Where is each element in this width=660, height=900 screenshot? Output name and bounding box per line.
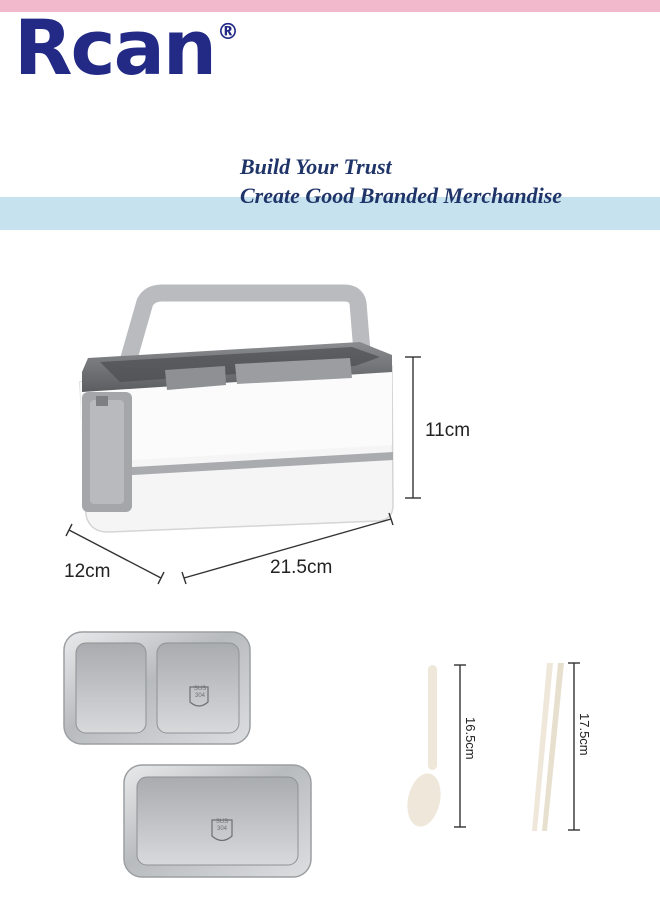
- slogan-line-2: Create Good Branded Merchandise: [240, 183, 563, 208]
- tray-stamp-line2: 304: [194, 693, 205, 699]
- width-label: 21.5cm: [270, 557, 333, 578]
- lunch-box: [80, 293, 393, 532]
- tray-stamp-2-line2: 304: [216, 826, 227, 832]
- chopsticks-length-label: 17.5cm: [577, 713, 592, 756]
- chopsticks: [532, 663, 564, 831]
- spoon: [403, 665, 446, 830]
- registered-mark: ®: [216, 20, 237, 45]
- brand-name: Rcan: [14, 3, 215, 92]
- depth-label: 12cm: [64, 561, 111, 582]
- tray-stamp-line1: SUS: [193, 686, 207, 692]
- spoon-length-label: 16.5cm: [463, 717, 478, 760]
- tray-stamp-2-line1: SUS: [215, 819, 229, 825]
- steel-tray-divided: [64, 632, 250, 744]
- tray-stamp-text: [192, 686, 208, 700]
- slogan-line-1: Build Your Trust: [240, 154, 392, 179]
- height-label: 11cm: [425, 420, 471, 441]
- tray-stamp-text-2: [214, 819, 230, 833]
